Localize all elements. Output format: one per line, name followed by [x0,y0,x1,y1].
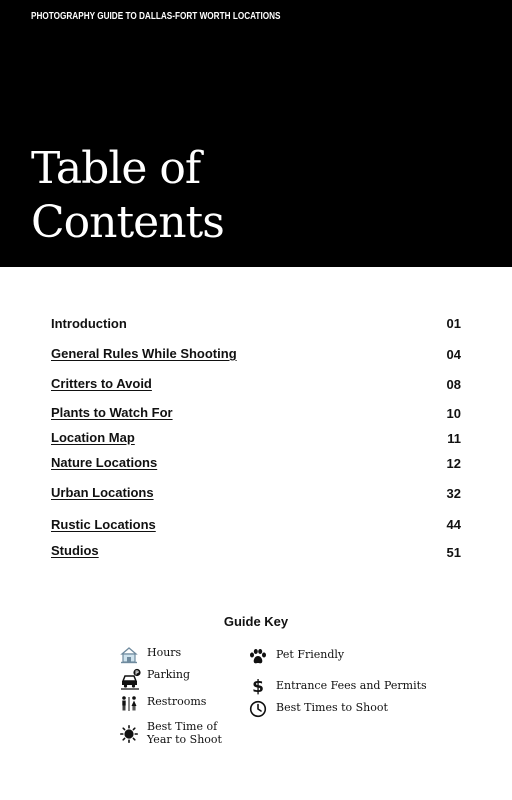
toc-entry-nature[interactable] [51,455,461,475]
toc-link[interactable]: Studios [51,543,99,558]
hours-icon [120,646,140,666]
svg-text:P: P [135,670,139,677]
key-label: Pet Friendly [276,648,345,661]
toc-page: 32 [446,486,461,501]
toc-page: 10 [446,406,461,421]
guide-key-title: Guide Key [223,614,289,629]
toc-entry-critters[interactable] [51,376,461,396]
toc-entry-plants[interactable] [51,405,461,425]
toc-link[interactable]: Critters to Avoid [51,376,152,391]
toc-entry-location-map[interactable] [51,430,461,450]
paw-icon [249,648,269,668]
key-label: Hours [147,646,182,659]
toc-entry-general-rules[interactable] [51,346,461,366]
svg-text:$: $ [252,677,264,695]
sun-icon [120,725,140,745]
restrooms-icon [120,695,140,715]
key-label: Best Times to Shoot [276,701,388,714]
key-label-line-2: Year to Shoot [147,733,222,746]
toc-link[interactable]: Plants to Watch For [51,405,173,420]
title-line-2: Contents [31,197,224,248]
clock-icon [249,700,269,720]
key-label-line-1: Best Time of [147,720,218,733]
toc-page: 01 [446,316,461,331]
page-title [31,142,224,250]
toc-page: 04 [446,347,461,362]
toc-link[interactable]: General Rules While Shooting [51,346,237,361]
toc-link[interactable]: Nature Locations [51,455,158,470]
toc-entry-studios[interactable] [51,543,461,563]
toc-label: Introduction [51,316,127,331]
toc-page: 44 [446,517,461,532]
parking-icon [120,668,140,688]
toc-link[interactable]: Location Map [51,430,135,445]
toc-page: 11 [447,431,461,446]
title-line-1: Table of [31,143,201,194]
key-label: Entrance Fees and Permits [276,679,427,692]
toc-entry-rustic[interactable] [51,517,461,537]
toc-link[interactable]: Rustic Locations [51,517,156,532]
guide-brand: PHOTOGRAPHY GUIDE TO DALLAS-FORT WORTH LOCATIONS [31,11,281,22]
dollar-icon [249,677,269,697]
toc-page: 08 [446,377,461,392]
toc-entry-introduction [51,316,461,336]
toc-page: 12 [446,456,461,471]
toc-page: 51 [446,545,461,560]
toc-entry-urban[interactable] [51,485,461,505]
key-label [147,720,222,746]
toc-link[interactable]: Urban Locations [51,485,154,500]
header-banner [0,0,512,267]
key-label: Restrooms [147,695,207,708]
key-label: Parking [147,668,191,681]
